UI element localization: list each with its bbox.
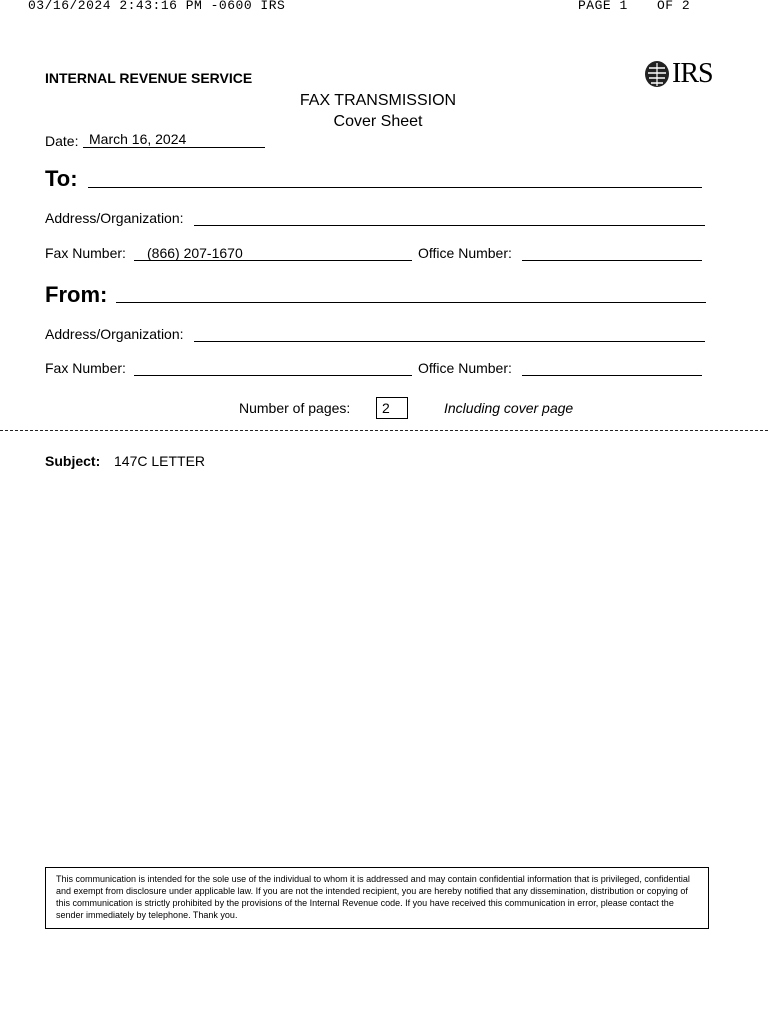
form-subtitle: Cover Sheet [333,113,423,130]
agency-name: INTERNAL REVENUE SERVICE [45,70,253,86]
from-address-underline [194,341,705,342]
to-underline [88,187,702,188]
date-underline [83,147,265,148]
from-fax-underline [134,375,412,376]
from-address-label: Address/Organization: [45,326,184,342]
irs-logo [644,58,713,90]
to-label: To: [45,166,78,191]
to-office-label: Office Number: [418,245,512,261]
from-label: From: [45,282,108,307]
fax-page-of: OF 2 [657,0,691,13]
dashed-divider [0,430,768,431]
pages-value-box[interactable]: 2 [376,397,408,419]
from-office-underline [522,375,702,376]
from-underline [116,302,706,303]
eagle-icon [644,60,670,88]
form-title: FAX TRANSMISSION [299,92,457,109]
to-address-label: Address/Organization: [45,210,184,226]
to-address-underline [194,225,705,226]
fax-timestamp: 03/16/2024 2:43:16 PM -0600 IRS [28,0,286,13]
date-label: Date: [45,133,79,149]
fax-page-label: PAGE 1 [578,0,628,13]
date-value[interactable]: March 16, 2024 [89,131,187,147]
to-fax-underline [134,260,412,261]
to-fax-label: Fax Number: [45,245,126,261]
pages-label: Number of pages: [239,400,351,416]
irs-logo-text: IRS [672,58,713,89]
pages-note: Including cover page [444,400,574,416]
to-fax-value[interactable]: (866) 207-1670 [147,245,243,261]
to-office-underline [522,260,702,261]
subject-label: Subject: [45,453,101,469]
from-office-label: Office Number: [418,360,512,376]
confidentiality-disclaimer: This communication is intended for the sole use of the individual to whom it is addressed and may contain confidential information that is privileged, confidential and exempt from disclosure under applicable law. If you are not the intended recipient, you are hereby notified that any dissemination, distribution or copying of this communication is strictly prohibited by the provisions of the Internal Revenue code. If you have received this communication in error, please contact the sender immediately by telephone. Thank you. [45,867,709,929]
from-fax-label: Fax Number: [45,360,126,376]
subject-value[interactable]: 147C LETTER [114,453,206,469]
